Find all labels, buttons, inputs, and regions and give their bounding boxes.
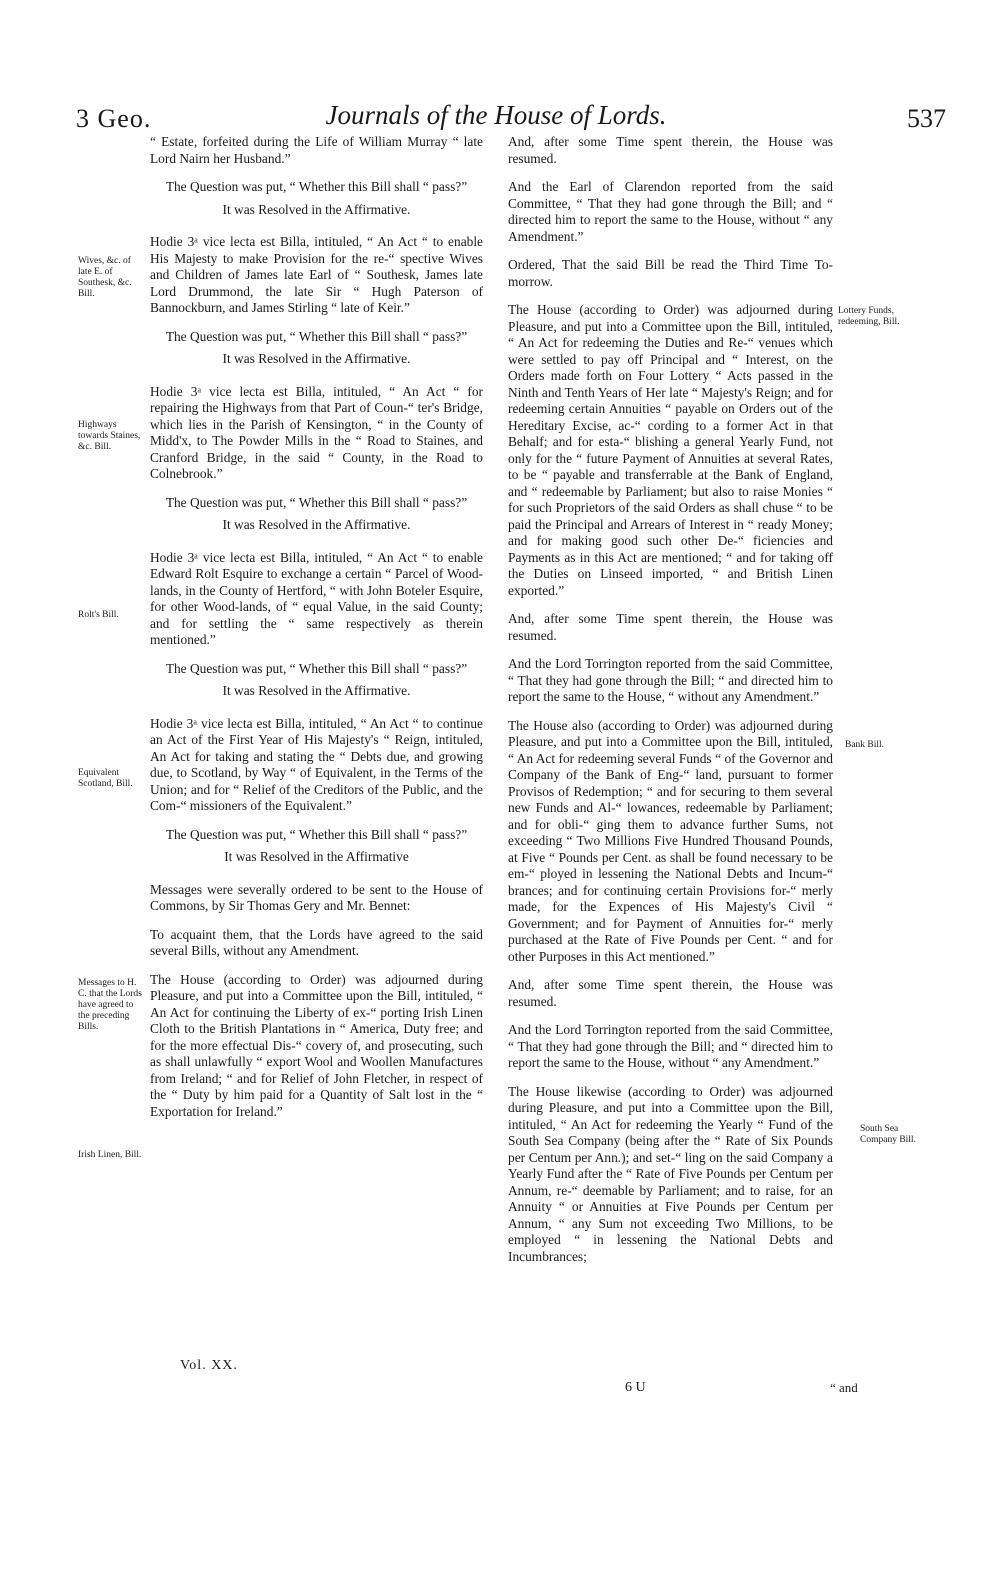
left-column [150, 134, 483, 1132]
paragraph: The House likewise (according to Order) was adjourned during Pleasure, and put into a Committee upon the Bill, intituled, “ An Act for redeeming the Yearly “ Fund of the South Sea Company (being after the “ Rate of Six Pounds per Centum per Ann.); and set-“ ling on the said Company a Yearly Fund after the “ Rate of Five Pounds per Centum per Annum, re-“ deemable by Parliament; and to raise, for an Annuity “ or Annuities at Five Pounds per Centum per Annum, “ any Sum not exceeding Two Millions, to be employed “ in lessening the National Debts and Incumbrances; [508, 1083, 833, 1264]
page-number: 537 [907, 104, 946, 133]
paragraph: Hodie 3ᵃ vice lecta est Billa, intituled, “ An Act “ to continue an Act of the First Year of His Majesty's “ Reign, intituled, An Act for taking and stating the “ Debts due, and growing due, to Scotland, by Way “ of Equivalent, in the Terms of the Union; and for “ Relief of the Creditors of the Public, and the Com-“ missioners of the Equivalent.” [150, 715, 483, 813]
margin-note-wives-bill: Wives, &c. of late E. of Southesk, &c. Bill. [78, 256, 132, 299]
page-header [0, 0, 992, 150]
margin-note-irish-linen-bill: Irish Linen, Bill. [78, 1150, 142, 1160]
paragraph: And, after some Time spent therein, the House was resumed. [508, 977, 833, 1009]
header-title: Journals of the House of Lords. [325, 100, 667, 130]
paragraph: Hodie 3ᵃ vice lecta est Billa, intituled, “ An Act “ to enable His Majesty to make Provision for the re-“ spective Wives and Children of James late Earl of “ Southesk, James late Lord Drummond, the late Sir “ Hugh Paterson of Bannockburn, and James Stirling “ late of Keir.” [150, 234, 483, 315]
paragraph: And the Earl of Clarendon reported from the said Committee, “ That they had gone through the Bill; and “ directed him to report the same to the House, without “ any Amendment.” [508, 179, 833, 244]
paragraph: And the Lord Torrington reported from the said Committee, “ That they had gone through the Bill; and “ directed him to report the same to the House, without “ any Amendment.” [508, 1022, 833, 1070]
margin-note-south-sea-bill: South Sea Company Bill. [860, 1124, 916, 1145]
paragraph: The House also (according to Order) was adjourned during Pleasure, and put into a Committee upon the Bill, intituled, “ An Act for redeeming several Funds “ of the Governor and Company of the Bank of Eng-“ land, pursuant to former Provisos of Redemption; “ and for securing to them several new Funds and Al-“ lowances, redeemable by Parliament; and for obli-“ ging them to advance further Sums, not exceeding “ Two Millions Five Hundred Thousand Pounds, at Five “ Pounds per Cent. as shall be found necessary to be em-“ ployed in lessening the National Debts and Incum-“ brances; and for continuing certain Provisions for-“ merly made, for the Expences of His Majesty's Civil “ Government; and for Payment of Annuities for-“ merly purchased at the Rate of Five Pounds per Cent. “ and for other Purposes in this Act mentioned.” [508, 717, 833, 964]
question-line: The Question was put, “ Whether this Bill shall “ pass?” [165, 660, 468, 676]
signature-mark: 6 U [625, 1380, 646, 1395]
resolution-line: It was Resolved in the Affirmative. [222, 683, 411, 698]
volume-number: Vol. XX. [180, 1358, 238, 1373]
paragraph: The House (according to Order) was adjourned during Pleasure, and put into a Committee upon the Bill, intituled, “ An Act for redeeming the Duties and Re-“ venues which were settled to pay off Principal and “ Interest, on the Orders made forth on Four Lottery “ Acts passed in the Ninth and Tenth Years of Her late “ Majesty's Reign; and for redeeming certain Annuities “ payable on Orders out of the Hereditary Excise, ac-“ cording to a former Act in that Behalf; and for esta-“ blishing a general Yearly Fund, not only for the “ future Payment of Annuities at several Rates, to be “ payable and transferrable at the Bank of England, and “ redeemable by Parliament; but also to raise Monies “ for such Proprietors of the said Orders as shall chuse “ to be paid the Principal and Arrears of Interest in “ ready Money; and for making good such other De-“ ficiencies and Payments as in this Act are mentioned; “ and for taking off the Duties on Linseed imported, “ and British Linen exported.” [508, 302, 833, 598]
margin-note-rolt-bill: Rolt's Bill. [78, 610, 119, 620]
margin-note-lottery-bill: Lottery Funds, redeeming, Bill. [838, 306, 900, 327]
resolution-line: It was Resolved in the Affirmative. [222, 351, 411, 366]
paragraph: Hodie 3ᵃ vice lecta est Billa, intituled, “ An Act “ for repairing the Highways from that Part of Coun-“ ter's Bridge, which lies in the Parish of Kensington, “ in the County of Midd'x, to The Powder Mills in the “ Road to Staines, and Cranford Bridge, in the said “ County, in the Road to Colnebrook.” [150, 383, 483, 481]
question-line: The Question was put, “ Whether this Bill shall “ pass?” [165, 494, 468, 510]
margin-note-highways-bill: Highways towards Staines, &c. Bill. [78, 420, 141, 452]
question-line: The Question was put, “ Whether this Bill shall “ pass?” [165, 826, 468, 842]
paragraph: Messages were severally ordered to be sent to the House of Commons, by Sir Thomas Gery and Mr. Bennet: [150, 881, 483, 913]
resolution-line: It was Resolved in the Affirmative. [222, 201, 411, 217]
margin-note-equivalent-bill: Equivalent Scotland, Bill. [78, 768, 133, 789]
margin-note-bank-bill: Bank Bill. [845, 740, 885, 750]
resolution-line: It was Resolved in the Affirmative [224, 849, 409, 864]
resolution-line: It was Resolved in the Affirmative. [222, 517, 411, 532]
question-line: The Question was put, “ Whether this Bill shall “ pass?” [165, 179, 468, 194]
question-line: The Question was put, “ Whether this Bill shall “ pass?” [165, 328, 468, 344]
paragraph: Hodie 3ᵃ vice lecta est Billa, intituled, “ An Act “ to enable Edward Rolt Esquire to exchange a certain “ Parcel of Wood-lands, in the County of Hertford, “ with John Boteler Esquire, for other Wood-lands, of “ equal Value, in the said County; and for settling the “ same respectively as therein mentioned.” [150, 549, 483, 647]
paragraph: To acquaint them, that the Lords have agreed to the said several Bills, without any Amendment. [150, 926, 483, 958]
margin-note-messages: Messages to H. C. that the Lords have agreed to the preceding Bills. [78, 978, 142, 1032]
catchword: “ and [830, 1380, 858, 1395]
paragraph: And, after some Time spent therein, the House was resumed. [508, 611, 833, 643]
paragraph: And the Lord Torrington reported from the said Committee, “ That they had gone through the Bill; “ and directed him to report the same to the House, “ without any Amendment.” [508, 656, 833, 704]
paragraph: The House (according to Order) was adjourned during Pleasure, and put into a Committee upon the Bill, intituled, “ An Act for continuing the Liberty of ex-“ porting Irish Linen Cloth to the British Plantations in “ America, Duty free; and for the more effectual Dis-“ covery of, and prosecuting, such as shall unlawfully “ export Wool and Woollen Manufactures from Ireland; “ and for Relief of John Fletcher, in respect of the “ Duty by him paid for a Quantity of Salt lost in the “ Exportation for Ireland.” [150, 971, 483, 1119]
paragraph: “ Estate, forfeited during the Life of William Murray “ late Lord Nairn her Husband.” [150, 134, 483, 166]
header-regnal-year: 3 Geo. [76, 104, 152, 133]
paragraph: And, after some Time spent therein, the House was resumed. [508, 134, 833, 166]
right-column [508, 134, 833, 1277]
paragraph: Ordered, That the said Bill be read the Third Time To-morrow. [508, 257, 833, 289]
